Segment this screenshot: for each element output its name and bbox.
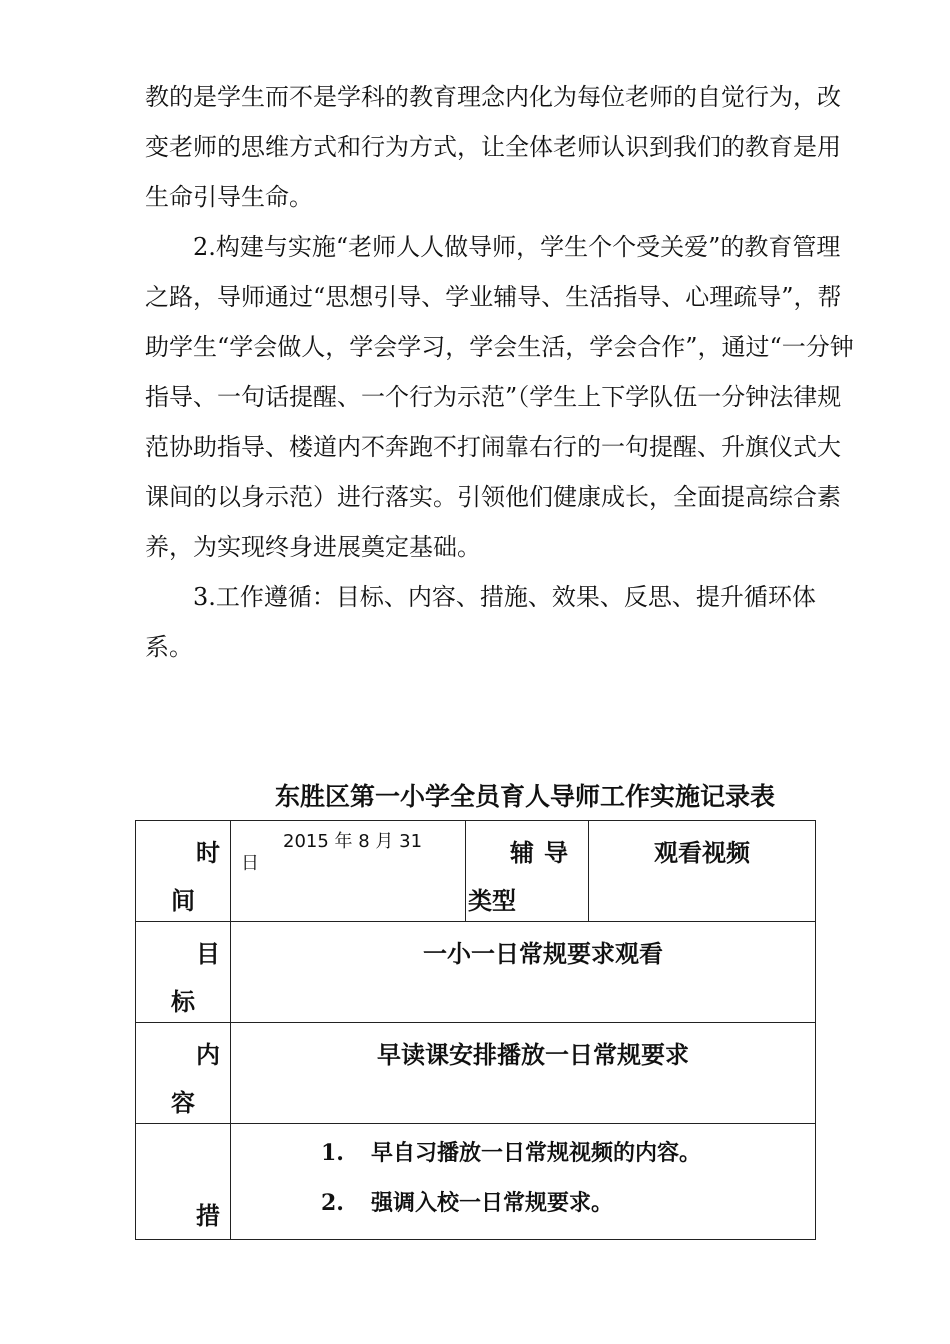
list-item-text: 早自习播放一日常规视频的内容。 [371, 1140, 702, 1166]
date-cell [231, 821, 466, 922]
list-item-number: 1. [321, 1140, 344, 1166]
measures-label: 措 [196, 1201, 220, 1230]
paragraph-3: 3.工作遵循：目标、内容、措施、效果、反思、提升循环体系。 [145, 583, 816, 661]
goal-value: 一小一日常规要求观看 [423, 939, 663, 968]
table-row-content [136, 1023, 816, 1124]
goal-label-bottom: 标 [171, 987, 195, 1016]
goal-value-cell [231, 922, 816, 1023]
table-row-time [136, 821, 816, 922]
measures-label-cell [136, 1124, 231, 1240]
type-value-cell [589, 821, 816, 922]
content-value: 早读课安排播放一日常规要求 [377, 1040, 689, 1069]
time-label-bottom: 间 [171, 886, 195, 915]
content-label-top: 内 [196, 1040, 220, 1069]
list-item-number: 2. [321, 1190, 344, 1216]
type-label-cell [466, 821, 589, 922]
paragraph-2: 2.构建与实施“老师人人做导师，学生个个受关爱”的教育管理之路，导师通过“思想引导、学业辅导、生活指导、心理疏导”，帮助学生“学会做人，学会学习，学会生活，学会合作”，通过“一分钟指导、一句话提醒、一个行为示范”（学生上下学队伍一分钟法律规范协助指导、楼道内不奔跑不打闹靠右行的一句提醒、升旗仪式大课间的以身示范）进行落实。引领他们健康成长，全面提高综合素养，为实现终身进展奠定基础。 [145, 233, 854, 561]
date-line-2: 日 [241, 853, 259, 874]
record-table [135, 820, 816, 1240]
content-label-cell [136, 1023, 231, 1124]
type-value: 观看视频 [654, 838, 750, 867]
table-title: 东胜区第一小学全员育人导师工作实施记录表 [274, 782, 775, 811]
table-row-goal [136, 922, 816, 1023]
time-label-cell [136, 821, 231, 922]
date-line-1: 2015 年 8 月 31 [283, 831, 423, 852]
content-label-bottom: 容 [171, 1088, 195, 1117]
content-value-cell [231, 1023, 816, 1124]
time-label-top: 时 [196, 838, 220, 867]
goal-label-top: 目 [196, 939, 220, 968]
list-item-text: 强调入校一日常规要求。 [371, 1190, 614, 1216]
goal-label-cell [136, 922, 231, 1023]
list-item [321, 1136, 701, 1167]
list-item [321, 1186, 613, 1217]
measures-list-cell [231, 1124, 816, 1240]
paragraph-1: 教的是学生而不是学科的教育理念内化为每位老师的自觉行为，改变老师的思维方式和行为方式，让全体老师认识到我们的教育是用生命引导生命。 [145, 83, 841, 211]
table-row-measures [136, 1124, 816, 1240]
type-label-bottom: 类型 [468, 886, 516, 915]
type-label-top: 辅导 [510, 838, 578, 867]
